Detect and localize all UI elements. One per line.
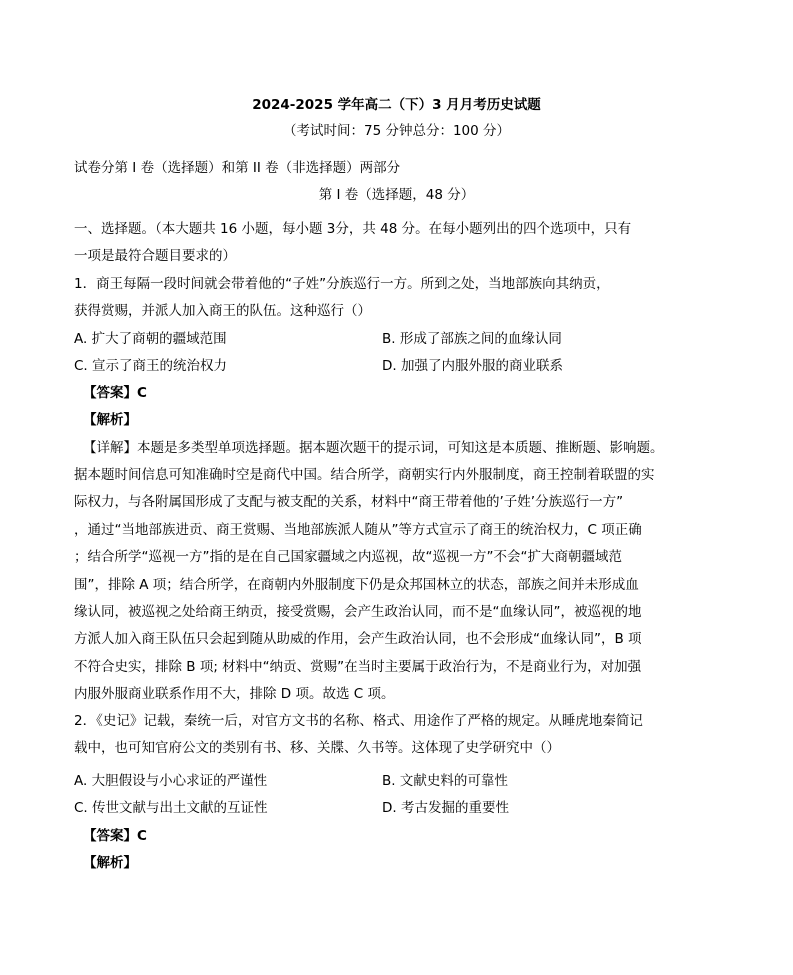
exam-subtitle: （考试时间：75 分钟总分：100 分）: [282, 123, 511, 139]
intro-text: 试卷分第 I 卷（选择题）和第 II 卷（非选择题）两部分: [74, 160, 401, 176]
q1-detail-line: 际权力，与各附属国形成了支配与被支配的关系，材料中“商王带着他的’子姓’分族巡行一方”: [74, 494, 624, 510]
q1-option-b: B. 形成了部族之间的血缘认同: [382, 331, 562, 347]
q2-option-b: B. 文献史料的可靠性: [382, 773, 508, 789]
q1-option-c: C. 宣示了商王的统治权力: [74, 358, 228, 374]
part1-title: 第 I 卷（选择题，48 分）: [318, 187, 475, 203]
q2-analysis-label: 【解析】: [83, 855, 137, 871]
q1-option-a: A. 扩大了商朝的疆域范围: [74, 331, 227, 347]
section-instruction-2: 一项是最符合题目要求的）: [74, 248, 236, 264]
q2-stem-1: 2．《史记》记载，秦统一后，对官方文书的名称、格式、用途作了严格的规定。从睡虎地秦简记: [74, 713, 643, 729]
q1-detail-line: 【详解】本题是多类型单项选择题。据本题次题干的提示词，可知这是本质题、推断题、影响题。: [83, 440, 664, 456]
section-instruction-1: 一、选择题。（本大题共 16 小题，每小题 3分，共 48 分。在每小题列出的四个选项中，只有: [74, 221, 632, 237]
q2-answer: 【答案】C: [83, 828, 147, 844]
q1-stem-2: 获得赏赐，并派人加入商王的队伍。这种巡行（）: [74, 303, 371, 319]
q1-detail-line: 内服外服商业联系作用不大，排除 D 项。故选 C 项。: [74, 686, 395, 702]
q1-analysis-label: 【解析】: [83, 412, 137, 428]
q1-detail-line: ；结合所学“巡视一方”指的是在自己国家疆域之内巡视，故“巡视一方”不会“扩大商朝疆域范: [74, 549, 622, 565]
q1-answer: 【答案】C: [83, 385, 147, 401]
q2-option-c: C. 传世文献与出土文献的互证性: [74, 800, 268, 816]
q1-stem-1: 1．商王每隔一段时间就会带着他的“子姓”分族巡行一方。所到之处，当地部族向其纳贡，: [74, 276, 610, 292]
q1-detail-line: 据本题时间信息可知准确时空是商代中国。结合所学，商朝实行内外服制度，商王控制着联盟的实: [74, 467, 655, 483]
q2-option-d: D. 考古发掘的重要性: [382, 800, 509, 816]
q1-option-d: D. 加强了内服外服的商业联系: [382, 358, 563, 374]
q1-detail-line: 不符合史实，排除 B 项; 材料中“纳贡、赏赐”在当时主要属于政治行为，不是商业行为，对加强: [74, 659, 642, 675]
q1-detail-line: ，通过“当地部族进贡、商王赏赐、当地部族派人随从”等方式宣示了商王的统治权力，C 项正确: [74, 522, 642, 538]
q2-stem-2: 载中，也可知官府公文的类别有书、移、关牒、久书等。这体现了史学研究中（）: [74, 740, 560, 756]
q1-detail-line: 围”，排除 A 项；结合所学，在商朝内外服制度下仍是众邦国林立的状态，部族之间并未形成血: [74, 577, 639, 593]
exam-title: 2024-2025 学年高二（下）3 月月考历史试题: [252, 97, 541, 113]
q2-option-a: A. 大胆假设与小心求证的严谨性: [74, 773, 268, 789]
q1-detail-line: 缘认同，被巡视之处给商王纳贡，接受赏赐，会产生政治认同，而不是“血缘认同”，被巡视的地: [74, 604, 642, 620]
q1-detail-line: 方派人加入商王队伍只会起到随从助威的作用，会产生政治认同，也不会形成“血缘认同”，B 项: [74, 631, 642, 647]
